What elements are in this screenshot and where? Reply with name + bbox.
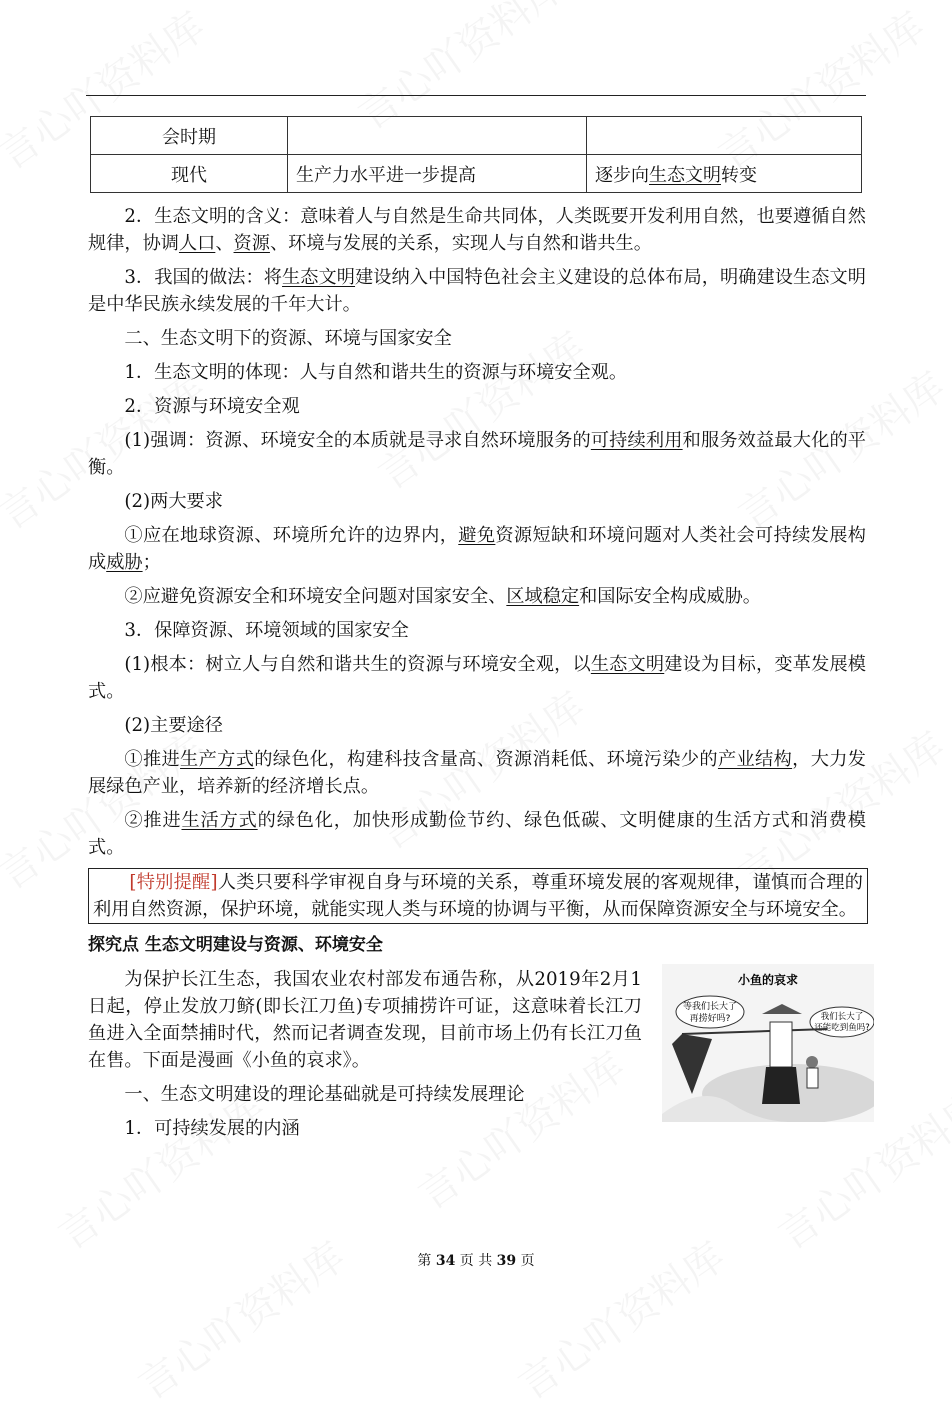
table-cell: 会时期 <box>91 117 288 155</box>
paragraph <box>88 264 866 318</box>
total-pages: 39 <box>496 1253 517 1269</box>
bubble-text: 再捞好吗? <box>689 1014 731 1024</box>
table-row <box>91 155 862 193</box>
section-heading: 探究点 生态文明建设与资源、环境安全 <box>88 935 383 955</box>
history-table <box>90 116 862 193</box>
table-cell <box>587 155 862 193</box>
cartoon-title: 小鱼的哀求 <box>737 973 799 987</box>
paragraph <box>88 807 866 861</box>
key-term: 产业结构 <box>717 749 793 770</box>
text-segment: (1)根本：树立人与自然和谐共生的资源与环境安全观，以 <box>124 654 591 675</box>
paragraph: 一、生态文明建设的理论基础就是可持续发展理论 <box>124 1084 525 1105</box>
key-term: 生产方式 <box>180 749 255 770</box>
text-segment: 转变 <box>721 164 757 186</box>
key-term: 生活方式 <box>181 810 258 831</box>
text-segment: ②应避免资源安全和环境安全问题对国家安全、 <box>124 586 507 607</box>
special-reminder-box <box>88 868 868 924</box>
table-cell: 生产力水平进一步提高 <box>288 155 587 193</box>
text-segment: (1)强调：资源、环境安全的本质就是寻求自然环境服务的 <box>124 430 591 451</box>
paragraph: 1．可持续发展的内涵 <box>124 1118 300 1139</box>
paragraph <box>88 712 866 739</box>
text-segment: 1．生态文明的体现：人与自然和谐共生的资源与环境安全观。 <box>124 362 628 383</box>
paragraph <box>88 522 866 576</box>
text-segment: ①应在地球资源、环境所允许的边界内， <box>124 525 459 546</box>
text-segment: 2．生态文明的含义：意味着人与自然是生命共同体，人类既要开发利用自然，也要遵循自然规律，协调 <box>88 206 866 254</box>
bubble-text: 还能吃到鱼吗? <box>814 1023 870 1033</box>
text-segment: 逐步向 <box>595 164 649 186</box>
key-term: 可持续利用 <box>590 430 683 451</box>
text-segment: (2)主要途径 <box>124 715 223 736</box>
key-term: 威胁 <box>106 552 143 573</box>
paragraph <box>88 427 866 481</box>
text-segment: 建设为目标，变革发展模式。 <box>88 654 866 702</box>
paragraph <box>88 583 866 610</box>
paragraph <box>88 325 866 352</box>
paragraph <box>88 488 866 515</box>
reminder-text: 人类只要科学审视自身与环境的关系，尊重环境发展的客观规律，谨慎而合理的利用自然资源，保护环境，就能实现人类与环境的协调与平衡，从而保障资源安全与环境安全。 <box>93 872 863 920</box>
paragraph <box>88 617 866 644</box>
intro-paragraph: 为保护长江生态，我国农业农村部发布通告称，从2019年2月1日起，停止发放刀鲚(即长江刀鱼)专项捕捞许可证，这意味着长江刀鱼进入全面禁捕时代，然而记者调查发现，目前市场上仍有长江刀鱼在售。下面是漫画《小鱼的哀求》。 <box>88 969 642 1071</box>
table-row <box>91 117 862 155</box>
paragraph <box>88 203 866 257</box>
text-segment: 2．资源与环境安全观 <box>124 396 300 417</box>
bubble-text: 我们长大了 <box>820 1012 864 1022</box>
key-term: 资源 <box>233 233 270 254</box>
text-segment: 和服务效益最大化的平衡。 <box>88 430 866 478</box>
text-segment: 二、生态文明下的资源、环境与国家安全 <box>124 328 452 349</box>
key-term: 避免 <box>458 525 496 546</box>
text-segment: ； <box>142 552 161 573</box>
text-segment: 、环境与发展的关系，实现人与自然和谐共生。 <box>269 233 652 254</box>
text-segment: 的绿色化，加快形成勤俭节约、绿色低碳、文明健康的生活方式和消费模式。 <box>88 810 866 858</box>
text-segment: ①推进 <box>124 749 181 770</box>
footer-text: 页 <box>520 1253 535 1269</box>
text-segment: 和国际安全构成威胁。 <box>579 586 761 607</box>
paragraph <box>88 746 866 800</box>
paragraph <box>88 393 866 420</box>
page-number: 34 <box>435 1253 456 1269</box>
text-segment: ，大力发展绿色产业，培养新的经济增长点。 <box>88 749 866 797</box>
table-cell: 现代 <box>91 155 288 193</box>
footer-text: 第 <box>417 1253 432 1269</box>
cartoon-image <box>662 964 874 1122</box>
text-segment: (2)两大要求 <box>124 491 223 512</box>
key-term: 生态文明 <box>282 267 356 288</box>
text-segment: 的绿色化，构建科技含量高、资源消耗低、环境污染少的 <box>254 749 718 770</box>
paragraph <box>88 359 866 386</box>
table-cell <box>587 117 862 155</box>
key-term: 生态文明 <box>590 654 665 675</box>
document-body <box>88 203 870 1149</box>
paragraph <box>88 651 866 705</box>
key-term: 生态文明 <box>649 164 721 186</box>
footer-text: 页 共 <box>459 1253 493 1269</box>
key-term: 人口 <box>178 233 216 254</box>
text-segment: 资源短缺和环境问题对人类社会可持续发展构成 <box>88 525 866 573</box>
text-segment: ②推进 <box>124 810 182 831</box>
text-segment: 3．保障资源、环境领域的国家安全 <box>124 620 409 641</box>
text-segment: 3．我国的做法：将 <box>124 267 283 288</box>
page-footer <box>0 1250 952 1270</box>
header-rule <box>86 95 866 96</box>
table-cell <box>288 117 587 155</box>
text-segment: 建设纳入中国特色社会主义建设的总体布局，明确建设生态文明是中华民族永续发展的千年大计。 <box>88 267 866 315</box>
reminder-tag: [特别提醒] <box>129 872 218 893</box>
text-segment: 、 <box>215 233 234 254</box>
bubble-text: 等我们长大了 <box>682 1002 738 1012</box>
key-term: 区域稳定 <box>506 586 580 607</box>
